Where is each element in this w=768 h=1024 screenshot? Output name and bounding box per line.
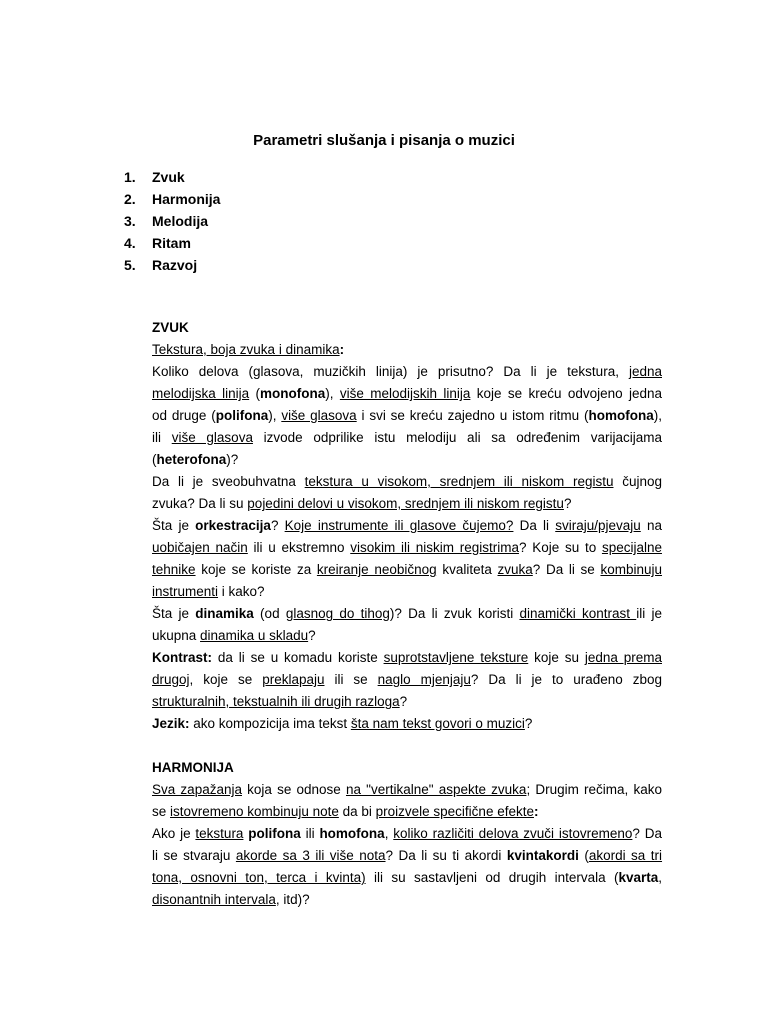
underlined-phrase: šta nam tekst govori o muzici bbox=[350, 716, 525, 731]
underlined-phrase: disonantnih intervala bbox=[152, 892, 276, 907]
underlined-phrase: melodijska linija bbox=[152, 386, 250, 401]
document-title: Parametri slušanja i pisanja o muzici bbox=[253, 132, 515, 149]
text-run: )? bbox=[226, 452, 239, 467]
text-run: ), bbox=[268, 408, 282, 423]
text-line bbox=[152, 515, 662, 537]
text-line bbox=[152, 713, 662, 735]
text-run: ? bbox=[308, 628, 316, 643]
text-line bbox=[152, 383, 662, 405]
bold-term: homofona bbox=[319, 826, 385, 841]
text-run: ( bbox=[578, 848, 589, 863]
text-run: koje se koriste za bbox=[195, 562, 317, 577]
text-run: koje se kreću odvojeno jedna bbox=[470, 386, 663, 401]
section-heading-zvuk bbox=[152, 317, 662, 339]
text-run: ili su sastavljeni od drugih intervala ( bbox=[365, 870, 619, 885]
bold-term: Jezik: bbox=[152, 716, 190, 731]
blank bbox=[152, 735, 662, 757]
bold-term: orkestracija bbox=[195, 518, 271, 533]
text-line bbox=[152, 493, 662, 515]
text-run: koja se odnose bbox=[241, 782, 346, 797]
text-run: ako kompozicija ima tekst bbox=[189, 716, 351, 731]
list-item bbox=[124, 166, 220, 188]
bold-term: Kontrast: bbox=[152, 650, 212, 665]
underlined-phrase: zvuka bbox=[497, 562, 533, 577]
underlined-phrase: visokim ili niskim registrima bbox=[350, 540, 519, 555]
underlined-phrase: sviraju/pjevaju bbox=[555, 518, 641, 533]
underlined-phrase: strukturalnih, tekstualnih ili drugih razloga bbox=[152, 694, 400, 709]
bold-term: : bbox=[339, 342, 345, 357]
bold-term: heterofona bbox=[156, 452, 227, 467]
bold-term: polifona bbox=[248, 826, 301, 841]
text-run: ), bbox=[325, 386, 340, 401]
text-run: , koje se bbox=[189, 672, 263, 687]
text-run: na bbox=[640, 518, 662, 533]
text-run: od druge ( bbox=[152, 408, 216, 423]
text-run: ili u ekstremno bbox=[247, 540, 351, 555]
underlined-phrase: kreiranje neobičnog bbox=[316, 562, 437, 577]
underlined-phrase: kombinuju bbox=[600, 562, 663, 577]
text-line bbox=[152, 801, 662, 823]
text-run: kvaliteta bbox=[436, 562, 498, 577]
text-line bbox=[152, 581, 662, 603]
bold-term: monofona bbox=[260, 386, 326, 401]
text-run: , bbox=[658, 870, 663, 885]
text-run: ( bbox=[152, 452, 157, 467]
underlined-phrase: suprotstavljene teksture bbox=[383, 650, 529, 665]
underlined-phrase: naglo mjenjaju bbox=[377, 672, 471, 687]
text-run: da li se u komadu koriste bbox=[212, 650, 384, 665]
underlined-phrase: instrumenti bbox=[152, 584, 219, 599]
underlined-phrase: dinamički kontrast bbox=[519, 606, 637, 621]
text-line bbox=[152, 625, 662, 647]
text-run: Ako je bbox=[152, 826, 196, 841]
text-run: , itd)? bbox=[275, 892, 310, 907]
text-run: ; Drugim rečima, kako bbox=[526, 782, 662, 797]
text-run: ? Da li su ti akordi bbox=[385, 848, 507, 863]
underlined-phrase: više melodijskih linija bbox=[339, 386, 471, 401]
text-run: ? Da li je to urađeno zbog bbox=[470, 672, 663, 687]
text-run: čujnog bbox=[613, 474, 662, 489]
list-number: 3. bbox=[124, 213, 136, 229]
underlined-phrase: drugoj bbox=[152, 672, 190, 687]
text-run: zvuka? Da li su bbox=[152, 496, 248, 511]
text-run: Da li bbox=[513, 518, 556, 533]
text-run: , bbox=[384, 826, 394, 841]
underlined-phrase: jedna prema bbox=[584, 650, 662, 665]
text-run: ? bbox=[270, 518, 285, 533]
text-line bbox=[152, 691, 662, 713]
document-body bbox=[152, 317, 662, 911]
underlined-phrase: tehnike bbox=[152, 562, 196, 577]
list-item bbox=[124, 188, 220, 210]
bold-term: HARMONIJA bbox=[152, 760, 234, 775]
text-run: ? Koje su to bbox=[518, 540, 602, 555]
list-label: Harmonija bbox=[152, 191, 221, 207]
list-item bbox=[124, 232, 220, 254]
underlined-phrase: akordi sa tri bbox=[588, 848, 663, 863]
bold-term: dinamika bbox=[195, 606, 254, 621]
text-run: ili je bbox=[636, 606, 663, 621]
text-run: koje su bbox=[528, 650, 585, 665]
text-run: ukupna bbox=[152, 628, 201, 643]
text-line bbox=[152, 669, 662, 691]
text-run: ), bbox=[653, 408, 663, 423]
underlined-phrase: Koje instrumente ili glasove čujemo? bbox=[284, 518, 514, 533]
underlined-phrase: više glasova bbox=[171, 430, 253, 445]
list-item bbox=[124, 254, 220, 276]
text-run: (od bbox=[253, 606, 286, 621]
underlined-phrase: tekstura u visokom, srednjem ili niskom registu bbox=[304, 474, 614, 489]
underlined-phrase: tekstura bbox=[195, 826, 244, 841]
text-run: ? bbox=[399, 694, 408, 709]
text-run: ? Da li se bbox=[532, 562, 601, 577]
text-run: Koliko delova (glasova, muzičkih linija) je prisutno? Da li je tekstura, bbox=[152, 364, 629, 379]
underlined-phrase: više glasova bbox=[281, 408, 357, 423]
text-line bbox=[152, 427, 662, 449]
underlined-phrase: specijalne bbox=[601, 540, 662, 555]
text-line bbox=[152, 779, 662, 801]
text-line bbox=[152, 647, 662, 669]
topic-list bbox=[124, 166, 220, 276]
underlined-phrase: proizvele specifične efekte bbox=[375, 804, 534, 819]
bold-term: kvarta bbox=[618, 870, 659, 885]
list-label: Ritam bbox=[152, 235, 191, 251]
text-run: ? bbox=[563, 496, 572, 511]
text-run: Šta je bbox=[152, 606, 196, 621]
text-run: se bbox=[152, 804, 171, 819]
bold-term: homofona bbox=[588, 408, 654, 423]
underlined-phrase: Sva zapažanja bbox=[152, 782, 242, 797]
text-run: ? bbox=[524, 716, 533, 731]
text-run: da bi bbox=[338, 804, 376, 819]
list-number: 4. bbox=[124, 235, 136, 251]
text-run: ? Da bbox=[632, 826, 662, 841]
bold-term: polifona bbox=[215, 408, 269, 423]
underlined-phrase: uobičajen način bbox=[152, 540, 248, 555]
subheading-tekstura bbox=[152, 339, 662, 361]
text-run: Šta je bbox=[152, 518, 196, 533]
text-run: li se stvaraju bbox=[152, 848, 236, 863]
text-line bbox=[152, 405, 662, 427]
underlined-phrase: akorde sa 3 ili više nota bbox=[235, 848, 386, 863]
text-run: ( bbox=[249, 386, 261, 401]
underlined-phrase: na "vertikalne" aspekte zvuka bbox=[345, 782, 527, 797]
underlined-phrase: koliko različiti delova zvuči istovremeno bbox=[393, 826, 633, 841]
text-run: ili bbox=[152, 430, 172, 445]
underlined-phrase: glasnog do tihog bbox=[285, 606, 390, 621]
underlined-phrase: istovremeno kombinuju note bbox=[170, 804, 339, 819]
text-run: ili bbox=[300, 826, 320, 841]
list-number: 5. bbox=[124, 257, 136, 273]
underlined-phrase: jedna bbox=[628, 364, 662, 379]
text-line bbox=[152, 867, 662, 889]
list-label: Razvoj bbox=[152, 257, 198, 273]
text-run: i kako? bbox=[218, 584, 265, 599]
list-item bbox=[124, 210, 220, 232]
bold-term: : bbox=[533, 804, 539, 819]
bold-term: kvintakordi bbox=[506, 848, 579, 863]
list-label: Melodija bbox=[152, 213, 209, 229]
bold-term: ZVUK bbox=[152, 320, 189, 335]
text-line bbox=[152, 823, 662, 845]
text-line bbox=[152, 537, 662, 559]
list-label: Zvuk bbox=[152, 169, 185, 185]
text-run: )? Da li zvuk koristi bbox=[389, 606, 520, 621]
text-line bbox=[152, 361, 662, 383]
text-run: ili se bbox=[324, 672, 378, 687]
text-line bbox=[152, 449, 662, 471]
text-line bbox=[152, 559, 662, 581]
underlined-phrase: preklapaju bbox=[262, 672, 325, 687]
text-run: i svi se kreću zajedno u istom ritmu ( bbox=[356, 408, 589, 423]
underlined-phrase: Tekstura, boja zvuka i dinamika bbox=[152, 342, 340, 357]
list-number: 2. bbox=[124, 191, 136, 207]
text-run: Da li je sveobuhvatna bbox=[152, 474, 305, 489]
underlined-phrase: dinamika u skladu bbox=[200, 628, 309, 643]
text-line bbox=[152, 471, 662, 493]
text-line bbox=[152, 889, 662, 911]
text-line bbox=[152, 845, 662, 867]
text-line bbox=[152, 603, 662, 625]
list-number: 1. bbox=[124, 169, 136, 185]
underlined-phrase: pojedini delovi u visokom, srednjem ili niskom registu bbox=[247, 496, 564, 511]
section-heading-harmonija bbox=[152, 757, 662, 779]
underlined-phrase: tona, osnovni ton, terca i kvinta) bbox=[152, 870, 366, 885]
text-run: izvode odprilike istu melodiju ali sa određenim varijacijama bbox=[252, 430, 662, 445]
